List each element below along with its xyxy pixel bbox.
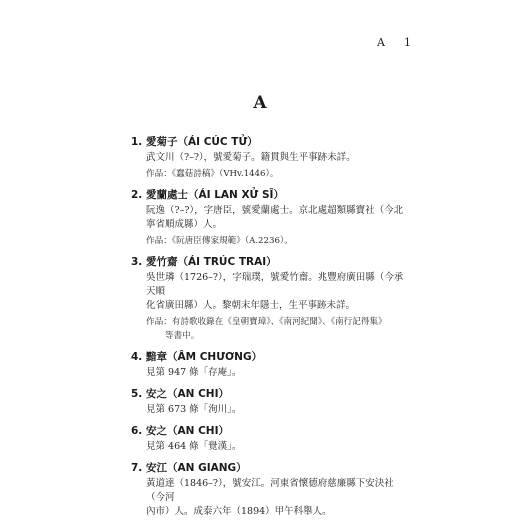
entry-text-line: 內市）人。成泰六年（1894）甲午科舉人。	[146, 506, 332, 517]
entry-5	[131, 387, 411, 417]
entry-heading	[131, 188, 411, 202]
running-header	[377, 36, 412, 49]
entry-heading	[131, 135, 411, 149]
entry-text-line: 寧省順成縣）人。	[146, 219, 223, 230]
entry-heading	[131, 424, 411, 438]
entry-text-line: 武文川（?–?），號愛菊子。籍貫與生平事跡未詳。	[146, 152, 356, 163]
entry-title: 愛蘭處士（ÁI LAN XỬ SĨ）	[146, 189, 284, 201]
entry-title: 愛竹齋（ÁI TRÚC TRAI）	[146, 256, 277, 268]
entry-number: 4.	[131, 351, 143, 363]
entry-body	[146, 403, 411, 417]
entry-title: 黯章（ÂM CHƯƠNG）	[146, 351, 263, 363]
entry-number: 5.	[131, 388, 143, 400]
header-letter: A	[377, 36, 386, 49]
entry-1	[131, 135, 411, 181]
entry-7	[131, 461, 411, 519]
entry-heading	[131, 255, 411, 269]
entry-text-line: 化省廣田縣）人。黎朝末年隱士，生平事跡未詳。	[146, 300, 356, 311]
entry-3	[131, 255, 411, 343]
entry-2	[131, 188, 411, 248]
entry-number: 3.	[131, 256, 143, 268]
entry-list	[131, 135, 411, 526]
entry-text-line: 見第 947 條「存庵」。	[146, 367, 242, 378]
entry-body	[146, 366, 411, 380]
entry-heading	[131, 387, 411, 401]
entry-body	[146, 204, 411, 248]
entry-text-line: 見第 673 條「洵川」。	[146, 404, 242, 415]
entry-text-line: 吳世璘（1726–?），字瑞璞，號愛竹齋。兆豐府廣田縣（今承天順	[146, 272, 404, 297]
entry-body	[146, 477, 411, 519]
entry-number: 2.	[131, 189, 143, 201]
entry-title: 安之（AN CHI）	[146, 388, 229, 400]
section-letter-heading: A	[253, 93, 267, 113]
entry-source: 作品：《阮唐臣傳家規範》（A.2236）。	[146, 236, 293, 246]
entry-heading	[131, 461, 411, 475]
entry-title: 安之（AN CHI）	[146, 425, 229, 437]
entry-source: 作品：《蠢菇詩稿》（VHv.1446）。	[146, 169, 279, 179]
entry-title: 愛菊子（ÁI CÚC TỬ）	[146, 136, 258, 148]
entry-body	[146, 151, 411, 181]
entry-number: 7.	[131, 462, 143, 474]
entry-text-line: 黃道達（1846–?），號安江。河東省懷德府慈廉縣下安決社（今河	[146, 478, 394, 503]
entry-heading	[131, 350, 411, 364]
entry-body	[146, 440, 411, 454]
page-number: 1	[404, 36, 412, 49]
entry-number: 1.	[131, 136, 143, 148]
entry-source-continued: 等書中。	[164, 331, 200, 341]
entry-body	[146, 271, 411, 343]
entry-number: 6.	[131, 425, 143, 437]
entry-6	[131, 424, 411, 454]
entry-text-line: 見第 464 條「覺漢」。	[146, 441, 242, 452]
entry-text-line: 阮逸（?–?），字唐臣，號愛蘭處士。京北處超類縣寶社（今北	[146, 205, 404, 216]
entry-title: 安江（AN GIANG）	[146, 462, 247, 474]
entry-source: 作品：有詩歌收錄在《皇朝寶璋》、《南河紀聞》、《南行記得集》	[146, 317, 387, 327]
entry-4	[131, 350, 411, 380]
